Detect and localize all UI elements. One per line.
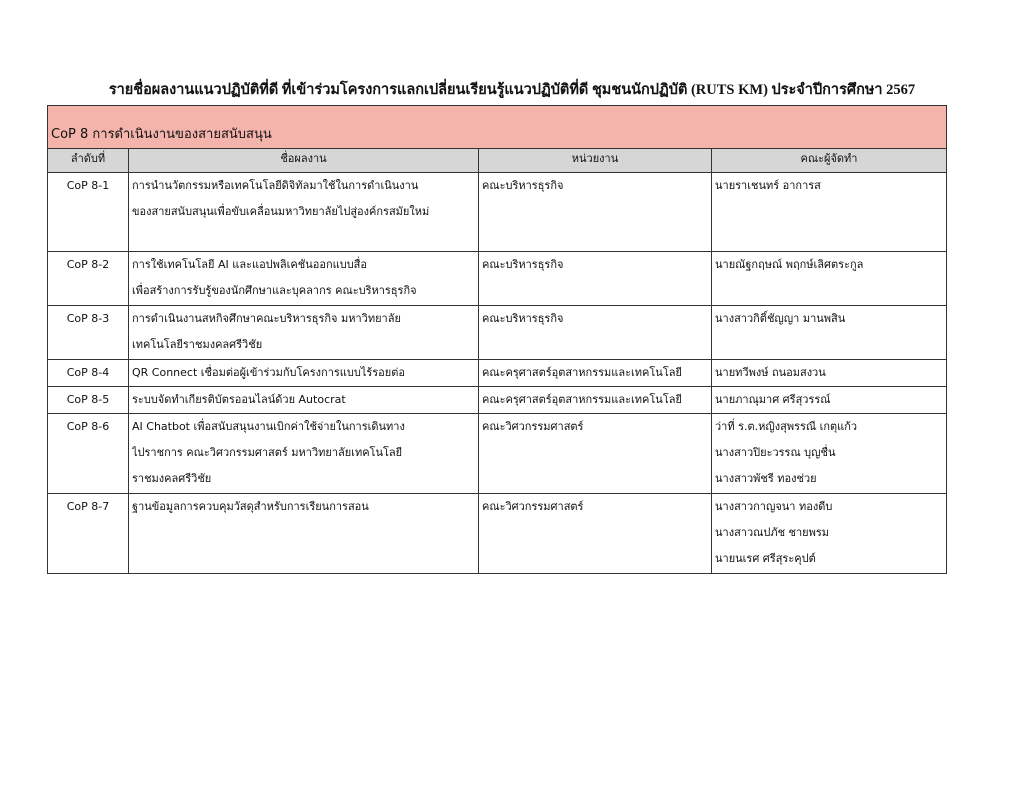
row-staff-line: นายภาณุมาศ ศรีสุวรรณ์ — [715, 393, 831, 406]
row-staff — [712, 414, 947, 494]
row-staff-line: นางสาวณปภัช ชายพรม — [715, 526, 830, 539]
row-staff — [712, 252, 947, 306]
row-name-line: AI Chatbot เพื่อสนับสนุนงานเบิกค่าใช้จ่ายในการเดินทาง — [132, 420, 405, 433]
page-title: รายชื่อผลงานแนวปฏิบัติที่ดี ที่เข้าร่วมโครงการแลกเปลี่ยนเรียนรู้แนวปฏิบัติที่ดี ชุมชนนักปฏิบัติ (RUTS KM) ประจำปีการศึกษา 2567 — [108, 82, 916, 98]
row-name-line: เพื่อสร้างการรับรู้ของนักศึกษาและบุคลากร คณะบริหารธุรกิจ — [132, 284, 417, 297]
row-name — [129, 414, 479, 494]
row-staff-line: นายณัฐกฤษณ์ พฤกษ์เลิศตระกูล — [715, 258, 864, 271]
row-staff-line: ว่าที่ ร.ต.หญิงสุพรรณี เกตุแก้ว — [715, 420, 858, 433]
row-unit: คณะวิศวกรรมศาสตร์ — [479, 414, 712, 494]
row-staff-line: นางสาวพัชรี ทองช่วย — [715, 472, 817, 485]
table-row — [48, 252, 947, 306]
row-staff-line: นางสาวกาญจนา ทองดีบ — [715, 500, 833, 513]
row-name-line: ไปราชการ คณะวิศวกรรมศาสตร์ มหาวิทยาลัยเทคโนโลยี — [132, 446, 403, 459]
header-row — [48, 149, 947, 173]
row-unit: คณะบริหารธุรกิจ — [479, 173, 712, 252]
row-unit: คณะครุศาสตร์อุตสาหกรรมและเทคโนโลยี — [479, 360, 712, 387]
row-name-line: QR Connect เชื่อมต่อผู้เข้าร่วมกับโครงการแบบไร้รอยต่อ — [132, 366, 405, 379]
row-id: CoP 8-6 — [48, 414, 129, 494]
row-unit: คณะครุศาสตร์อุตสาหกรรมและเทคโนโลยี — [479, 387, 712, 414]
row-name — [129, 494, 479, 574]
row-staff-line: นายทวีพงษ์ ถนอมสงวน — [715, 366, 826, 379]
section-row — [48, 106, 947, 149]
table-row — [48, 306, 947, 360]
row-unit: คณะบริหารธุรกิจ — [479, 306, 712, 360]
header-staff: คณะผู้จัดทำ — [712, 149, 947, 173]
row-id: CoP 8-4 — [48, 360, 129, 387]
row-name-line: ราชมงคลศรีวิชัย — [132, 472, 212, 485]
row-name — [129, 306, 479, 360]
section-title: CoP 8 การดำเนินงานของสายสนับสนุน — [48, 106, 947, 149]
row-unit: คณะวิศวกรรมศาสตร์ — [479, 494, 712, 574]
works-table — [47, 105, 947, 574]
header-unit: หน่วยงาน — [479, 149, 712, 173]
row-staff — [712, 360, 947, 387]
row-name-line: เทคโนโลยีราชมงคลศรีวิชัย — [132, 338, 263, 351]
row-staff-line: นางสาวกิติ์ชัญญา มานพสิน — [715, 312, 846, 325]
row-staff-line: นางสาวปิยะวรรณ บุญชื่น — [715, 446, 836, 459]
table-row — [48, 360, 947, 387]
row-id: CoP 8-2 — [48, 252, 129, 306]
row-id: CoP 8-3 — [48, 306, 129, 360]
header-id: ลำดับที่ — [48, 149, 129, 173]
header-name: ชื่อผลงาน — [129, 149, 479, 173]
row-name-line: ฐานข้อมูลการควบคุมวัสดุสำหรับการเรียนการสอน — [132, 500, 369, 513]
table-row — [48, 387, 947, 414]
table-row — [48, 173, 947, 252]
row-staff — [712, 494, 947, 574]
row-id: CoP 8-7 — [48, 494, 129, 574]
table-row — [48, 414, 947, 494]
row-name-line: ของสายสนับสนุนเพื่อขับเคลื่อนมหาวิทยาลัยไปสู่องค์กรสมัยใหม่ — [132, 205, 430, 218]
row-name — [129, 360, 479, 387]
row-name-line: ระบบจัดทำเกียรติบัตรออนไลน์ด้วย Autocrat — [132, 393, 346, 406]
row-name — [129, 252, 479, 306]
row-name — [129, 387, 479, 414]
row-name-line: การนำนวัตกรรมหรือเทคโนโลยีดิจิทัลมาใช้ในการดำเนินงาน — [132, 179, 419, 192]
row-id: CoP 8-5 — [48, 387, 129, 414]
row-name-line: การดำเนินงานสหกิจศึกษาคณะบริหารธุรกิจ มหาวิทยาลัย — [132, 312, 401, 325]
table-row — [48, 494, 947, 574]
row-staff-line: นายราเชนทร์ อาการส — [715, 179, 821, 192]
row-name-line: การใช้เทคโนโลยี AI และแอปพลิเคชันออกแบบสื่อ — [132, 258, 367, 271]
row-unit: คณะบริหารธุรกิจ — [479, 252, 712, 306]
row-staff — [712, 387, 947, 414]
row-id: CoP 8-1 — [48, 173, 129, 252]
row-staff — [712, 173, 947, 252]
row-name — [129, 173, 479, 252]
row-staff — [712, 306, 947, 360]
row-staff-line: นายนเรศ ศรีสุระคุปต์ — [715, 552, 816, 565]
